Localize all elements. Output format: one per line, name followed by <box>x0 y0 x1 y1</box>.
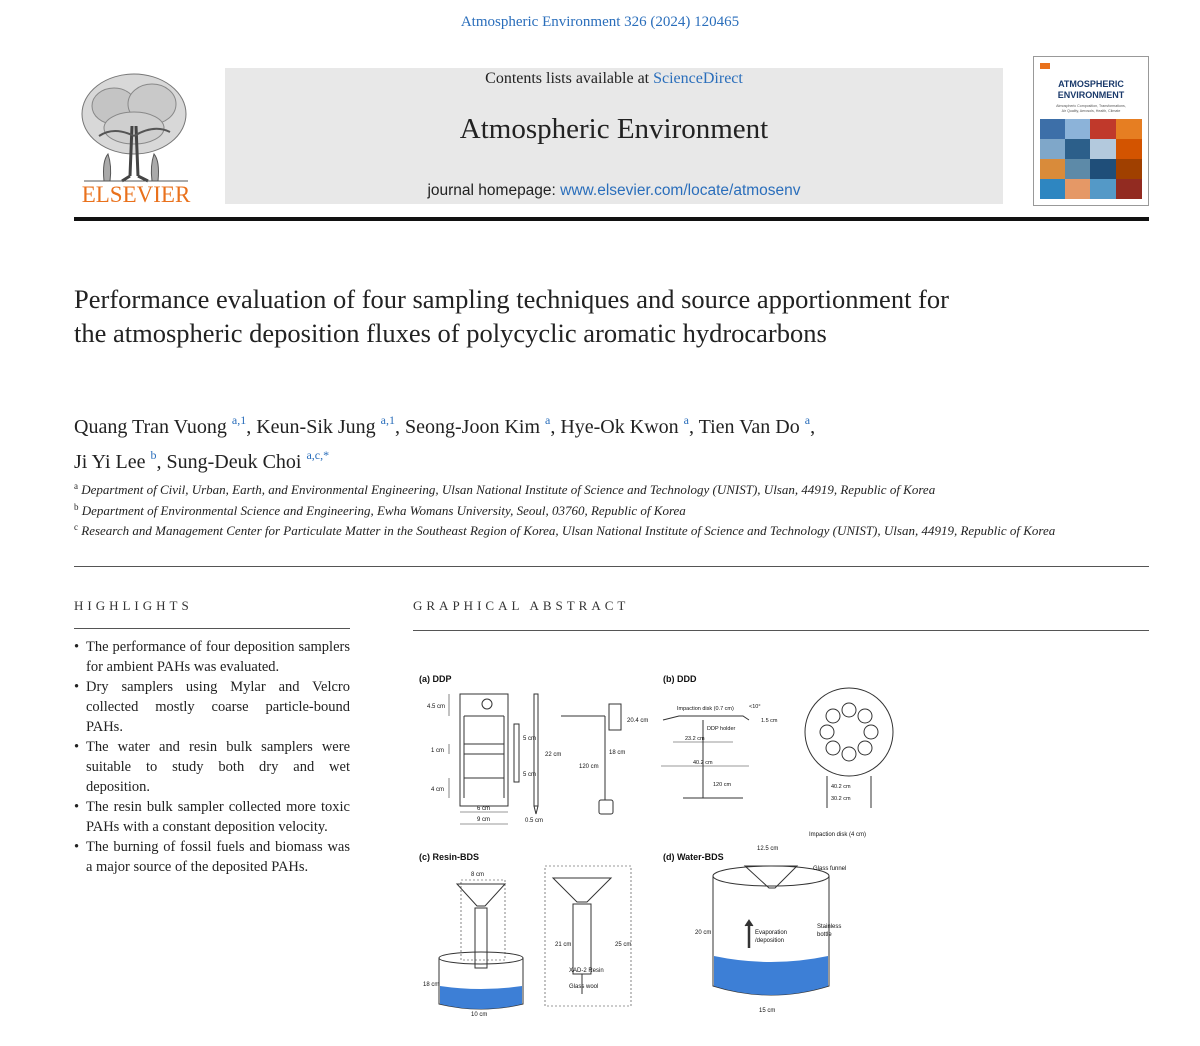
water-dim-20cm: 20 cm <box>695 930 712 936</box>
graphical-abstract-figure[interactable] <box>413 658 1149 1018</box>
water-fill <box>714 956 828 995</box>
graphical-abstract-heading: GRAPHICAL ABSTRACT <box>413 598 630 613</box>
article-title: Performance evaluation of four sampling techniques and source apportionment for the atmospheric deposition fluxes of polycyclic aromatic hydrocarbons <box>74 284 949 348</box>
highlight-item: • Dry samplers using Mylar and Velcro collected mostly coarse particle-bound PAHs. <box>74 677 350 737</box>
cover-subtitle-line-2: Air Quality, Aerosols, Health, Climate <box>1061 109 1121 113</box>
sciencedirect-link[interactable]: ScienceDirect <box>653 70 743 87</box>
ddd-label-impaction-disk-0-7: Impaction disk (0.7 cm) <box>677 706 734 712</box>
ddd-label-120cm: 120 cm <box>713 782 732 788</box>
panel-ddp <box>419 674 648 824</box>
panel-ddp-title: (a) DDP <box>419 674 452 684</box>
resin-water-fill <box>440 986 522 1009</box>
ddp-dim-5cm-top: 5 cm <box>523 736 537 742</box>
resin-dim-25cm: 25 cm <box>615 942 632 948</box>
panel-water-bds-title: (d) Water-BDS <box>663 852 724 862</box>
highlights-heading: HIGHLIGHTS <box>74 598 193 613</box>
resin-dim-21cm: 21 cm <box>555 942 572 948</box>
ddp-dim-9cm: 9 cm <box>477 817 491 823</box>
water-dim-12-5cm: 12.5 cm <box>757 846 779 852</box>
author[interactable]: Keun-Sik Jung $^{a,1}$ <box>256 413 395 438</box>
elsevier-logo <box>74 66 198 206</box>
water-funnel <box>745 866 797 888</box>
resin-dim-10cm: 10 cm <box>471 1012 488 1018</box>
contents-line <box>225 70 1003 88</box>
panel-resin-bds-title: (c) Resin-BDS <box>419 852 480 862</box>
water-label-bottle: bottle <box>817 932 832 938</box>
ddp-dim-18cm: 18 cm <box>609 750 626 756</box>
resin-funnel <box>457 884 505 906</box>
ddp-dim-120cm: 120 cm <box>579 764 599 770</box>
panel-ddd <box>661 674 893 838</box>
ddd-label-angle: <10° <box>749 704 761 710</box>
affiliation-list <box>74 478 1074 540</box>
affiliation-item: $^c$ Research and Management Center for Particulate Matter in the Southeast Region of Korea, Ulsan National Institute of Science and Technology (UNIST), Ulsan, 44919, Republic of Korea <box>74 522 1056 538</box>
ddd-label-top-30-2cm: 30.2 cm <box>831 796 851 802</box>
homepage-link[interactable]: www.elsevier.com/locate/atmosenv <box>560 182 801 199</box>
elsevier-wordmark: ELSEVIER <box>81 182 191 206</box>
resin-label-glass-wool: Glass wool <box>569 984 599 990</box>
highlight-item: • The water and resin bulk samplers were suitable to study both dry and wet deposition. <box>74 737 350 797</box>
journal-name: Atmospheric Environment <box>459 113 769 145</box>
resin-label-xad2: XAD-2 Resin <box>569 968 604 974</box>
affiliation-item: $^b$ Department of Environmental Science and Engineering, Ewha Womans University, Seoul, 03760, Republic of Korea <box>74 501 686 518</box>
ddd-label-23-2cm: 23.2 cm <box>685 736 705 742</box>
ddd-label-holder: DDP holder <box>707 726 736 732</box>
author[interactable]: Quang Tran Vuong $^{a,1}$ <box>74 413 247 438</box>
ddp-plate <box>460 694 508 806</box>
ddd-plate <box>663 716 749 720</box>
ddp-dim-6cm: 6 cm <box>477 806 491 812</box>
journal-cover-art <box>1034 57 1148 205</box>
ddp-dim-1cm: 1 cm <box>431 748 445 754</box>
author[interactable]: Sung-Deuk Choi $^{a,c,*}$ <box>166 448 330 473</box>
highlight-item: • The burning of fossil fuels and biomass was a major source of the deposited PAHs. <box>74 837 350 877</box>
ddp-dim-20-4cm: 20.4 cm <box>627 718 649 724</box>
author[interactable]: Seong-Joon Kim $^a$ <box>405 413 551 438</box>
highlight-item: • The resin bulk sampler collected more toxic PAHs with a constant deposition velocity. <box>74 797 350 837</box>
panel-water-bds <box>663 846 846 1014</box>
cover-title-line-1: ATMOSPHERIC <box>1058 79 1124 89</box>
cover-title-line-2: ENVIRONMENT <box>1057 90 1125 100</box>
ddd-label-impaction-disk-4: Impaction disk (4 cm) <box>809 832 867 838</box>
affiliation-divider <box>74 566 1149 567</box>
ddp-dim-0-5cm: 0.5 cm <box>525 818 544 824</box>
ddp-dim-22cm: 22 cm <box>545 752 562 758</box>
resin-dim-8cm: 8 cm <box>471 872 485 878</box>
graphical-abstract-rule <box>413 630 1149 631</box>
ddd-label-40-2cm: 40.2 cm <box>693 760 713 766</box>
cover-mosaic <box>1040 119 1142 199</box>
water-label-deposition: /deposition <box>755 938 785 944</box>
author[interactable]: Tien Van Do $^a$ <box>698 413 811 438</box>
panel-ddd-title: (b) DDD <box>663 674 697 684</box>
ddp-dim-4-5cm: 4.5 cm <box>427 704 446 710</box>
header-divider <box>74 217 1149 221</box>
highlights-rule <box>74 628 350 629</box>
ddp-dim-4cm: 4 cm <box>431 787 445 793</box>
author-list: Quang Tran Vuong $^{a,1}$, Keun-Sik Jung $^{a,1}$, Seong-Joon Kim $^a$, Hye-Ok Kwon $^a$, Tien Van Do $^a$, Ji Yi Lee $^b$, Sung-Deuk Choi $^{a,c,*}$ <box>74 413 816 473</box>
author[interactable]: Ji Yi Lee $^b$ <box>74 448 157 473</box>
affiliation-item: $^a$ Department of Civil, Urban, Earth, and Environmental Engineering, Ulsan National Institute of Science and Technology (UNIST), Ulsan, 44919, Republic of Korea <box>74 481 936 497</box>
elsevier-tree-icon <box>82 74 188 181</box>
water-dim-15cm: 15 cm <box>759 1008 776 1014</box>
author[interactable]: Hye-Ok Kwon $^a$ <box>560 413 689 438</box>
ddd-label-1-5cm: 1.5 cm <box>761 718 778 724</box>
homepage-prefix: journal homepage: <box>427 182 561 199</box>
journal-cover-thumbnail[interactable] <box>1033 56 1149 206</box>
resin-dim-18cm: 18 cm <box>423 982 440 988</box>
journal-citation[interactable]: Atmospheric Environment 326 (2024) 120465 <box>460 14 740 30</box>
water-label-funnel: Glass funnel <box>813 866 847 872</box>
highlights-list <box>74 637 350 877</box>
cover-elsevier-mark <box>1040 63 1050 69</box>
ddp-dim-5cm-bottom: 5 cm <box>523 772 537 778</box>
water-label-evaporation: Evaporation <box>755 930 788 936</box>
ddp-hole <box>482 699 492 709</box>
cover-subtitle-line-1: Atmospheric Composition, Transformations, <box>1056 104 1126 108</box>
water-label-stainless: Stainless <box>817 924 842 930</box>
ddd-top-plate <box>805 688 893 776</box>
contents-prefix: Contents lists available at <box>485 70 654 87</box>
panel-resin-bds <box>419 852 631 1018</box>
highlight-item: • The performance of four deposition samplers for ambient PAHs was evaluated. <box>74 637 350 677</box>
homepage-line <box>225 182 1003 200</box>
ddd-label-top-40-2cm: 40.2 cm <box>831 784 851 790</box>
